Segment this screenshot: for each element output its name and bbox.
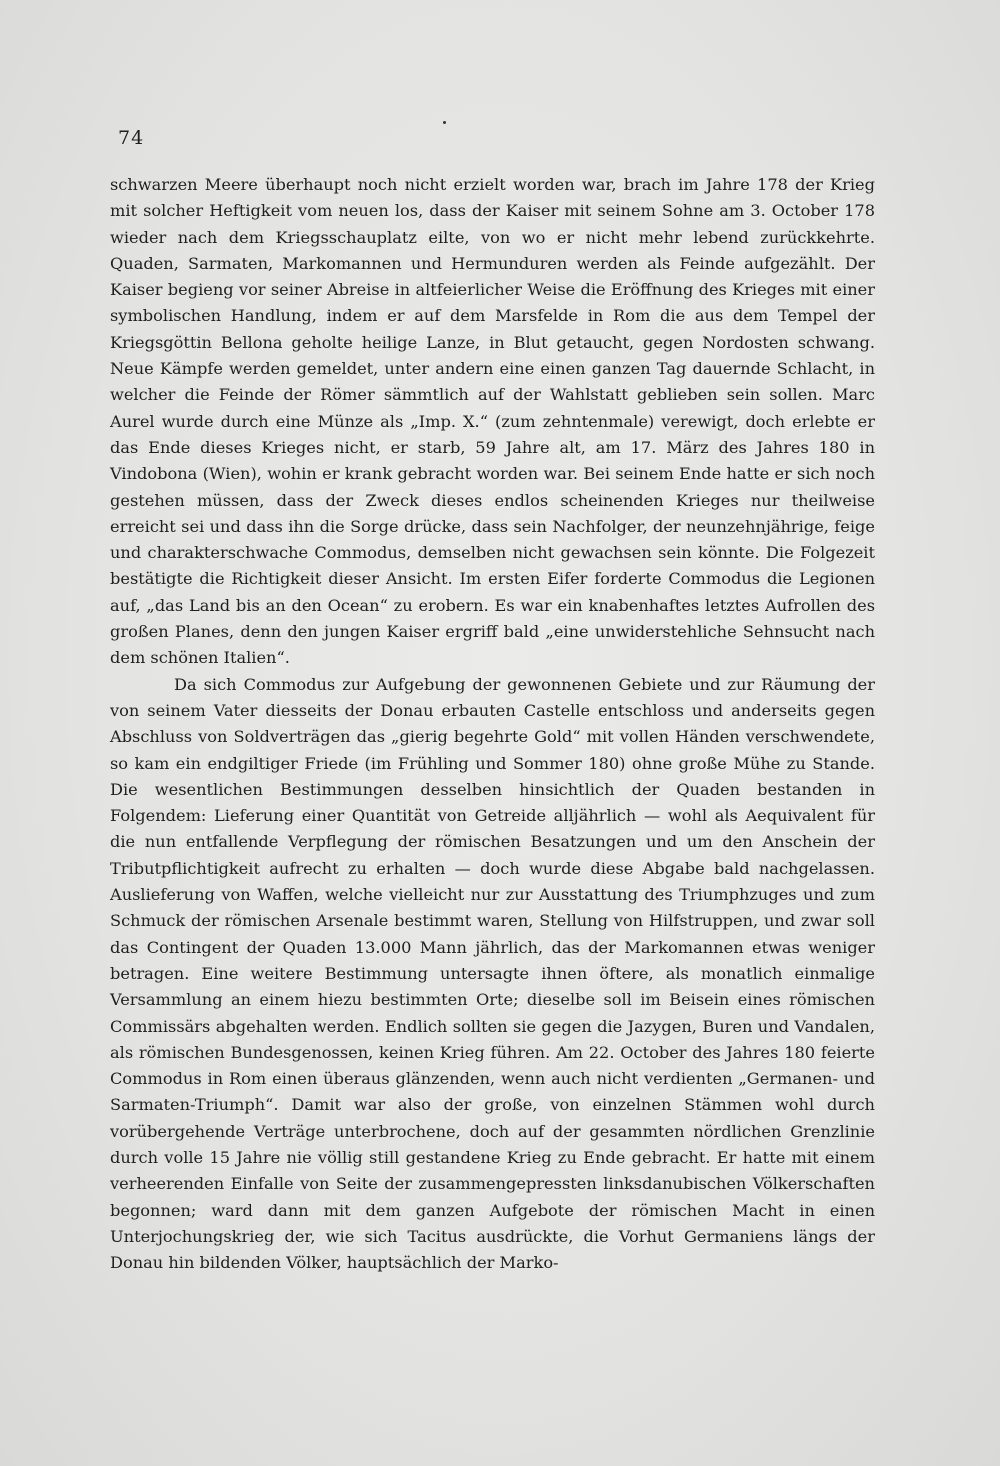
paragraph-1: schwarzen Meere überhaupt noch nicht erzielt worden war, brach im Jahre 178 der Krieg mit solcher Heftigkeit vom neuen los, dass der Kaiser mit seinem Sohne am 3. October 178 wieder nach dem Kriegsschauplatz eilte, von wo er nicht mehr lebend zurückkehrte. Quaden, Sarmaten, Markomannen und Hermunduren werden als Feinde aufgezählt. Der Kaiser begieng vor seiner Abreise in altfeierlicher Weise die Eröffnung des Krieges mit einer symbolischen Handlung, indem er auf dem Marsfelde in Rom die aus dem Tempel der Kriegsgöttin Bellona geholte heilige Lanze, in Blut getaucht, gegen Nordosten schwang. Neue Kämpfe werden gemeldet, unter andern eine einen ganzen Tag dauernde Schlacht, in welcher die Feinde der Römer sämmtlich auf der Wahlstatt geblieben sein sollen. Marc Aurel wurde durch eine Münze als „Imp. X.“ (zum zehntenmale) verewigt, doch erlebte er das Ende dieses Krieges nicht, er starb, 59 Jahre alt, am 17. März des Jahres 180 in Vindobona (Wien), wohin er krank gebracht worden war. Bei seinem Ende hatte er sich noch gestehen müssen, dass der Zweck dieses endlos scheinenden Krieges nur theilweise erreicht sei und dass ihn die Sorge drücke, dass sein Nachfolger, der neunzehnjährige, feige und charakterschwache Commodus, demselben nicht gewachsen sein könnte. Die Folgezeit bestätigte die Richtigkeit dieser Ansicht. Im ersten Eifer forderte Commodus die Legionen auf, „das Land bis an den Ocean“ zu erobern. Es war ein knabenhaftes letztes Aufrollen des großen Planes, denn den jungen Kaiser ergriff bald „eine unwiderstehliche Sehnsucht nach dem schönen Italien“.: [110, 175, 875, 668]
page-number: 74: [118, 127, 145, 149]
paragraph-2: Da sich Commodus zur Aufgebung der gewonnenen Gebiete und zur Räumung der von seinem Vater diesseits der Donau erbauten Castelle entschloss und anderseits gegen Abschluss von Soldverträgen das „gierig begehrte Gold“ mit vollen Händen verschwendete, so kam ein endgiltiger Friede (im Frühling und Sommer 180) ohne große Mühe zu Stande. Die wesentlichen Bestimmungen desselben hinsichtlich der Quaden bestanden in Folgendem: Lieferung einer Quantität von Getreide alljährlich — wohl als Aequivalent für die nun entfallende Verpflegung der römischen Besatzungen und um den Anschein der Tributpflichtigkeit aufrecht zu erhalten — doch wurde diese Abgabe bald nachgelassen. Auslieferung von Waffen, welche vielleicht nur zur Ausstattung des Triumphzuges und zum Schmuck der römischen Arsenale bestimmt waren, Stellung von Hilfstruppen, und zwar soll das Contingent der Quaden 13.000 Mann jährlich, das der Markomannen etwas weniger betragen. Eine weitere Bestimmung untersagte ihnen öftere, als monatlich einmalige Versammlung an einem hiezu bestimmten Orte; dieselbe soll im Beisein eines römischen Commissärs abgehalten werden. Endlich sollten sie gegen die Jazygen, Buren und Vandalen, als römischen Bundesgenossen, keinen Krieg führen. Am 22. October des Jahres 180 feierte Commodus in Rom einen überaus glänzenden, wenn auch nicht verdienten „Germanen- und Sarmaten-Triumph“. Damit war also der große, von einzelnen Stämmen wohl durch vorübergehende Verträge unterbrochene, doch auf der gesammten nördlichen Grenzlinie durch volle 15 Jahre nie völlig still gestandene Krieg zu Ende gebracht. Er hatte mit einem verheerenden Einfalle von Seite der zusammengepressten linksdanubischen Völkerschaften begonnen; ward dann mit dem ganzen Aufgebote der römischen Macht in einen Unterjochungskrieg der, wie sich Tacitus ausdrückte, die Vorhut Germaniens längs der Donau hin bildenden Völker, hauptsächlich der Marko-: [110, 674, 875, 1273]
ink-speck: [443, 121, 446, 124]
body-text: [110, 172, 875, 1276]
